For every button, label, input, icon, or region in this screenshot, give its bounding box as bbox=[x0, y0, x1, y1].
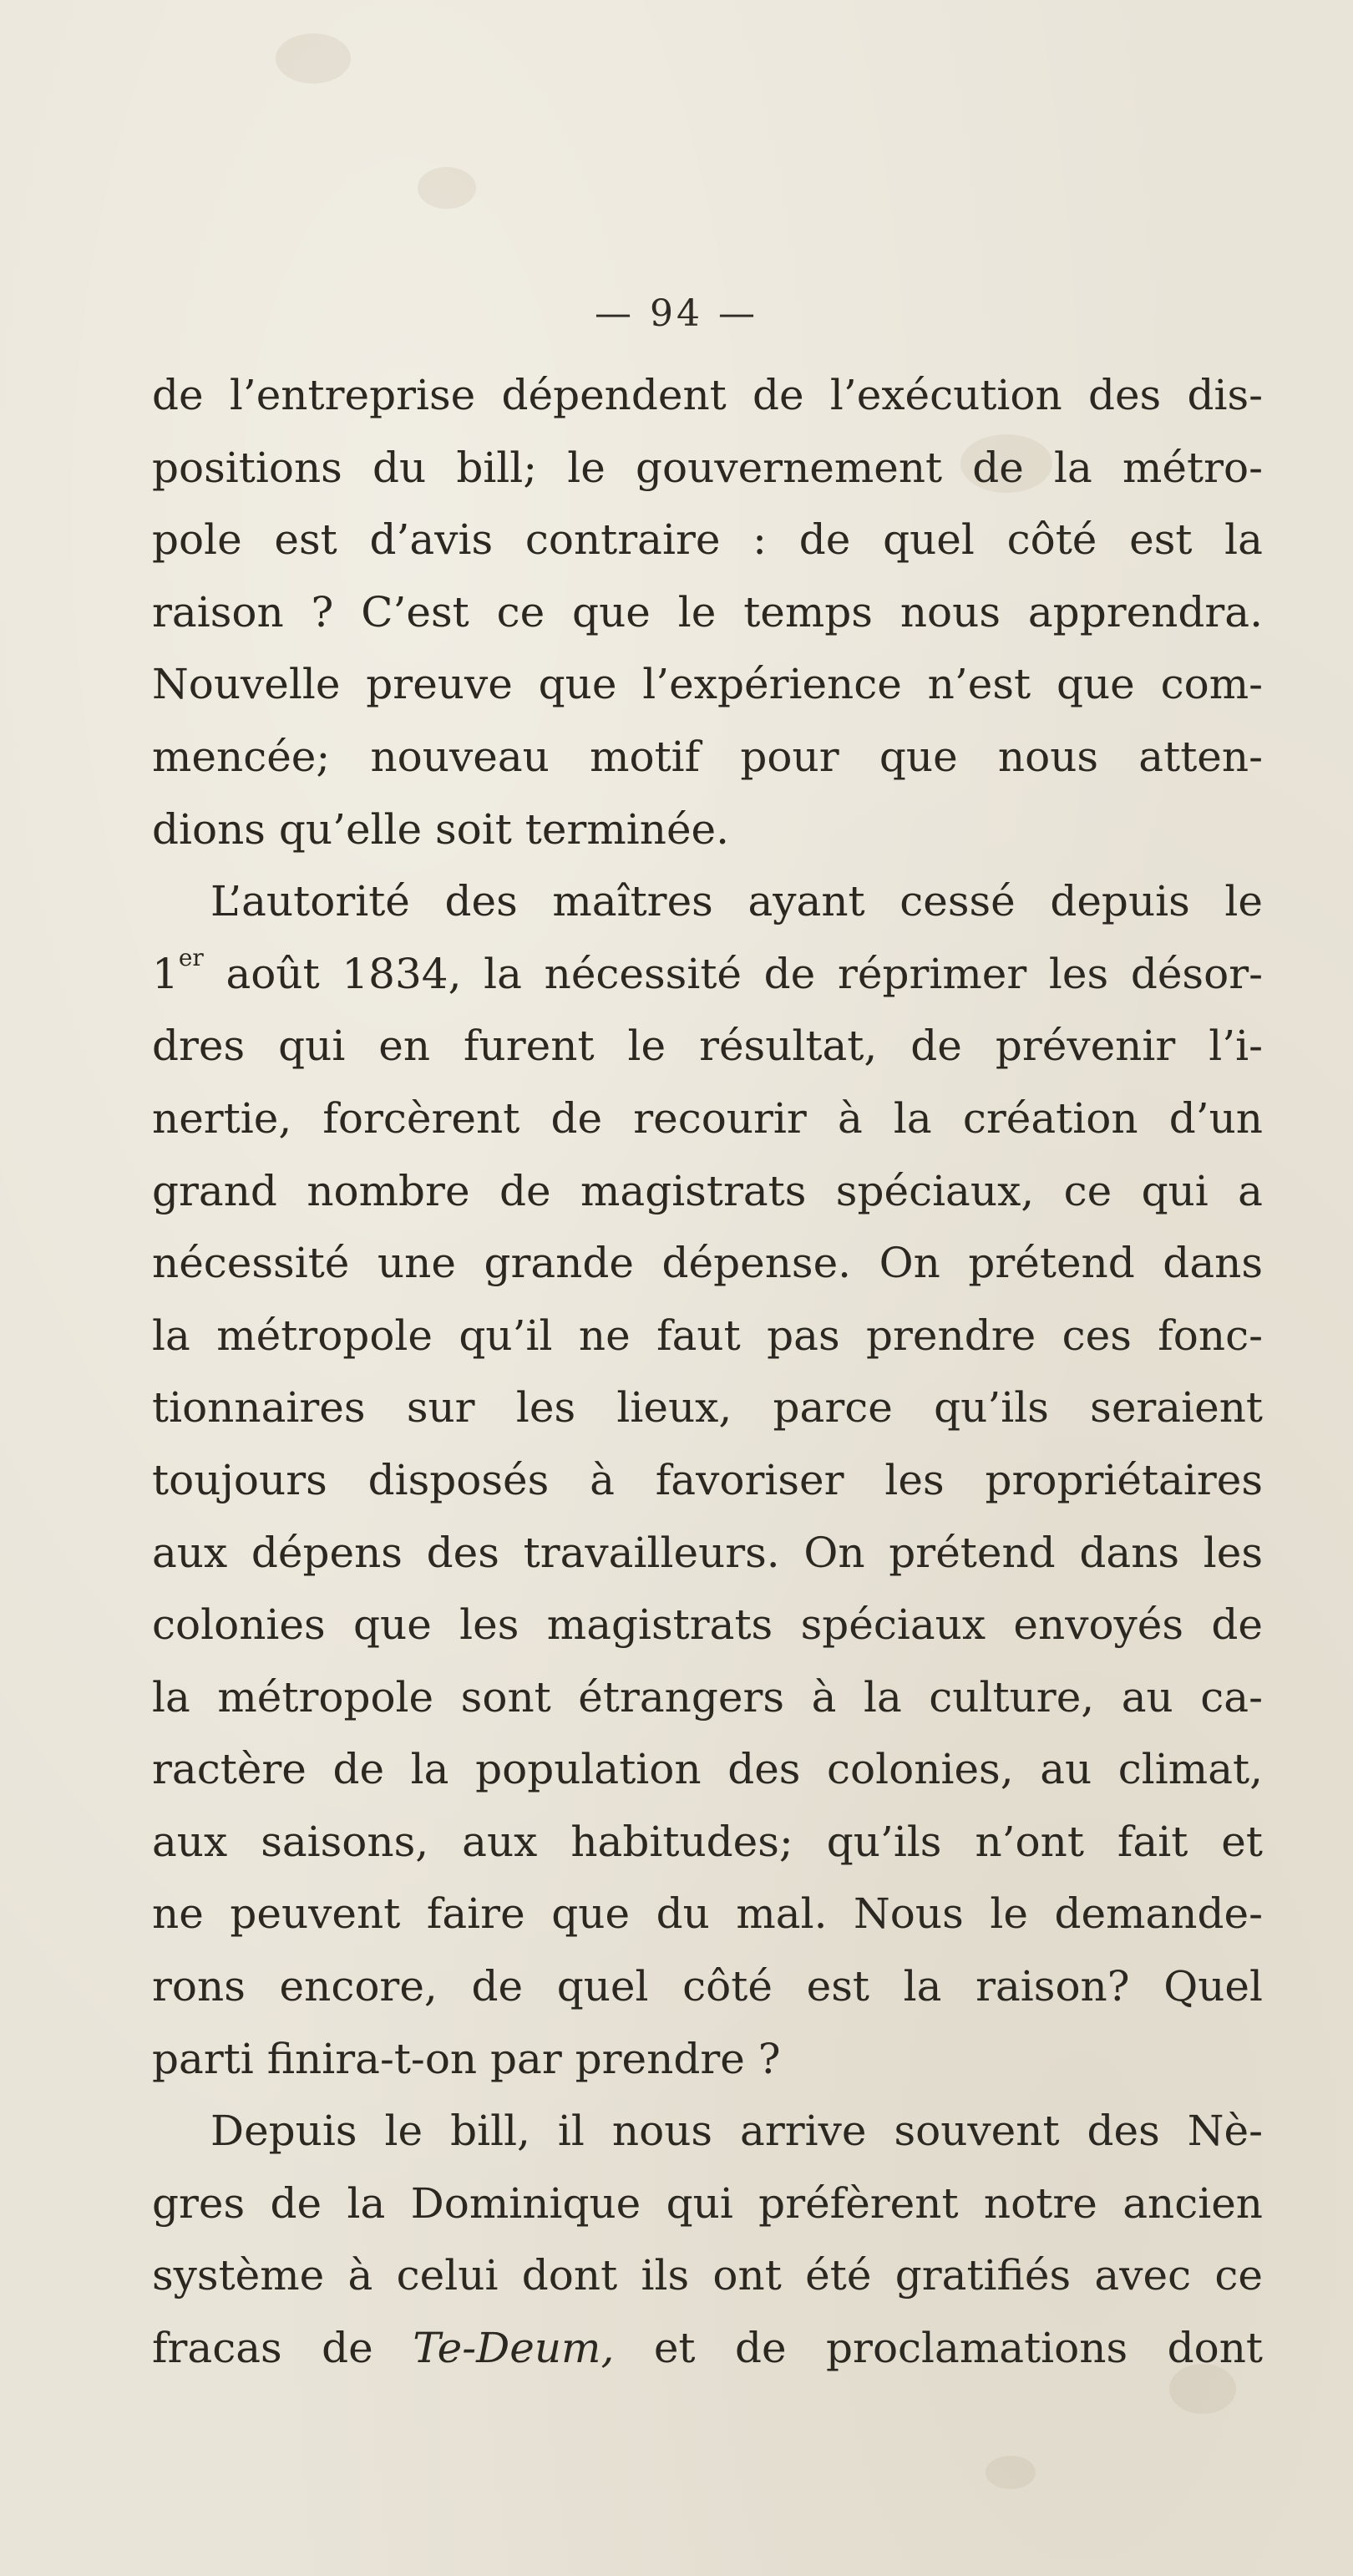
text-line: colonies que les magistrats spéciaux envoyés de bbox=[152, 1600, 1263, 1650]
text-line: nertie, forcèrent de recourir à la création d’un bbox=[152, 1093, 1263, 1143]
text-line: parti finira-t-on par prendre ? bbox=[152, 2034, 781, 2083]
text-line: aux dépens des travailleurs. On prétend dans les bbox=[152, 1528, 1263, 1577]
text-line: système à celui dont ils ont été gratifiés avec ce bbox=[152, 2251, 1263, 2300]
text-line: 1er août 1834, la nécessité de réprimer les désor- bbox=[152, 943, 1263, 998]
text-line: de l’entreprise dépendent de l’exécution des dis- bbox=[152, 371, 1263, 419]
text-line: pole est d’avis contraire : de quel côté est la bbox=[152, 515, 1263, 565]
page-number-header: — 94 — bbox=[595, 292, 758, 335]
text-line: dres qui en furent le résultat, de prévenir l’i- bbox=[152, 1022, 1263, 1071]
body-text bbox=[152, 359, 1263, 2385]
text-line: la métropole qu’il ne faut pas prendre ces fonc- bbox=[152, 1311, 1263, 1360]
paper-stain bbox=[986, 2456, 1036, 2489]
paper-stain bbox=[418, 167, 476, 209]
text-line: rons encore, de quel côté est la raison? Quel bbox=[152, 1962, 1263, 2011]
text-line: toujours disposés à favoriser les propriétaires bbox=[152, 1455, 1263, 1504]
text-line: nécessité une grande dépense. On prétend dans bbox=[152, 1239, 1263, 1288]
text-line: L’autorité des maîtres ayant cessé depuis le bbox=[210, 877, 1263, 926]
superscript: er bbox=[178, 943, 204, 971]
text-line: aux saisons, aux habitudes; qu’ils n’ont fait et bbox=[152, 1817, 1263, 1866]
text-line: tionnaires sur les lieux, parce qu’ils seraient bbox=[152, 1383, 1263, 1433]
text-line: gres de la Dominique qui préfèrent notre ancien bbox=[152, 2178, 1263, 2228]
paper-stain bbox=[276, 33, 351, 84]
text-line: grand nombre de magistrats spéciaux, ce qui a bbox=[152, 1166, 1263, 1215]
text-line: mencée; nouveau motif pour que nous atten- bbox=[152, 732, 1263, 781]
italic-term: Te-Deum, bbox=[413, 2324, 615, 2373]
text-line: la métropole sont étrangers à la culture, au ca- bbox=[152, 1672, 1263, 1722]
text-line: fracas de Te-Deum, et de proclamations dont bbox=[152, 2324, 1263, 2373]
text-line: Depuis le bill, il nous arrive souvent des Nè- bbox=[210, 2107, 1263, 2156]
text-line: dions qu’elle soit terminée. bbox=[152, 804, 730, 854]
text-line: Nouvelle preuve que l’expérience n’est que com- bbox=[152, 660, 1263, 709]
text-line: ractère de la population des colonies, au climat, bbox=[152, 1745, 1263, 1794]
text-line: raison ? C’est ce que le temps nous apprendra. bbox=[152, 587, 1263, 636]
text-line: ne peuvent faire que du mal. Nous le demande- bbox=[152, 1889, 1263, 1939]
text-line: positions du bill; le gouvernement de la métro- bbox=[152, 443, 1263, 492]
